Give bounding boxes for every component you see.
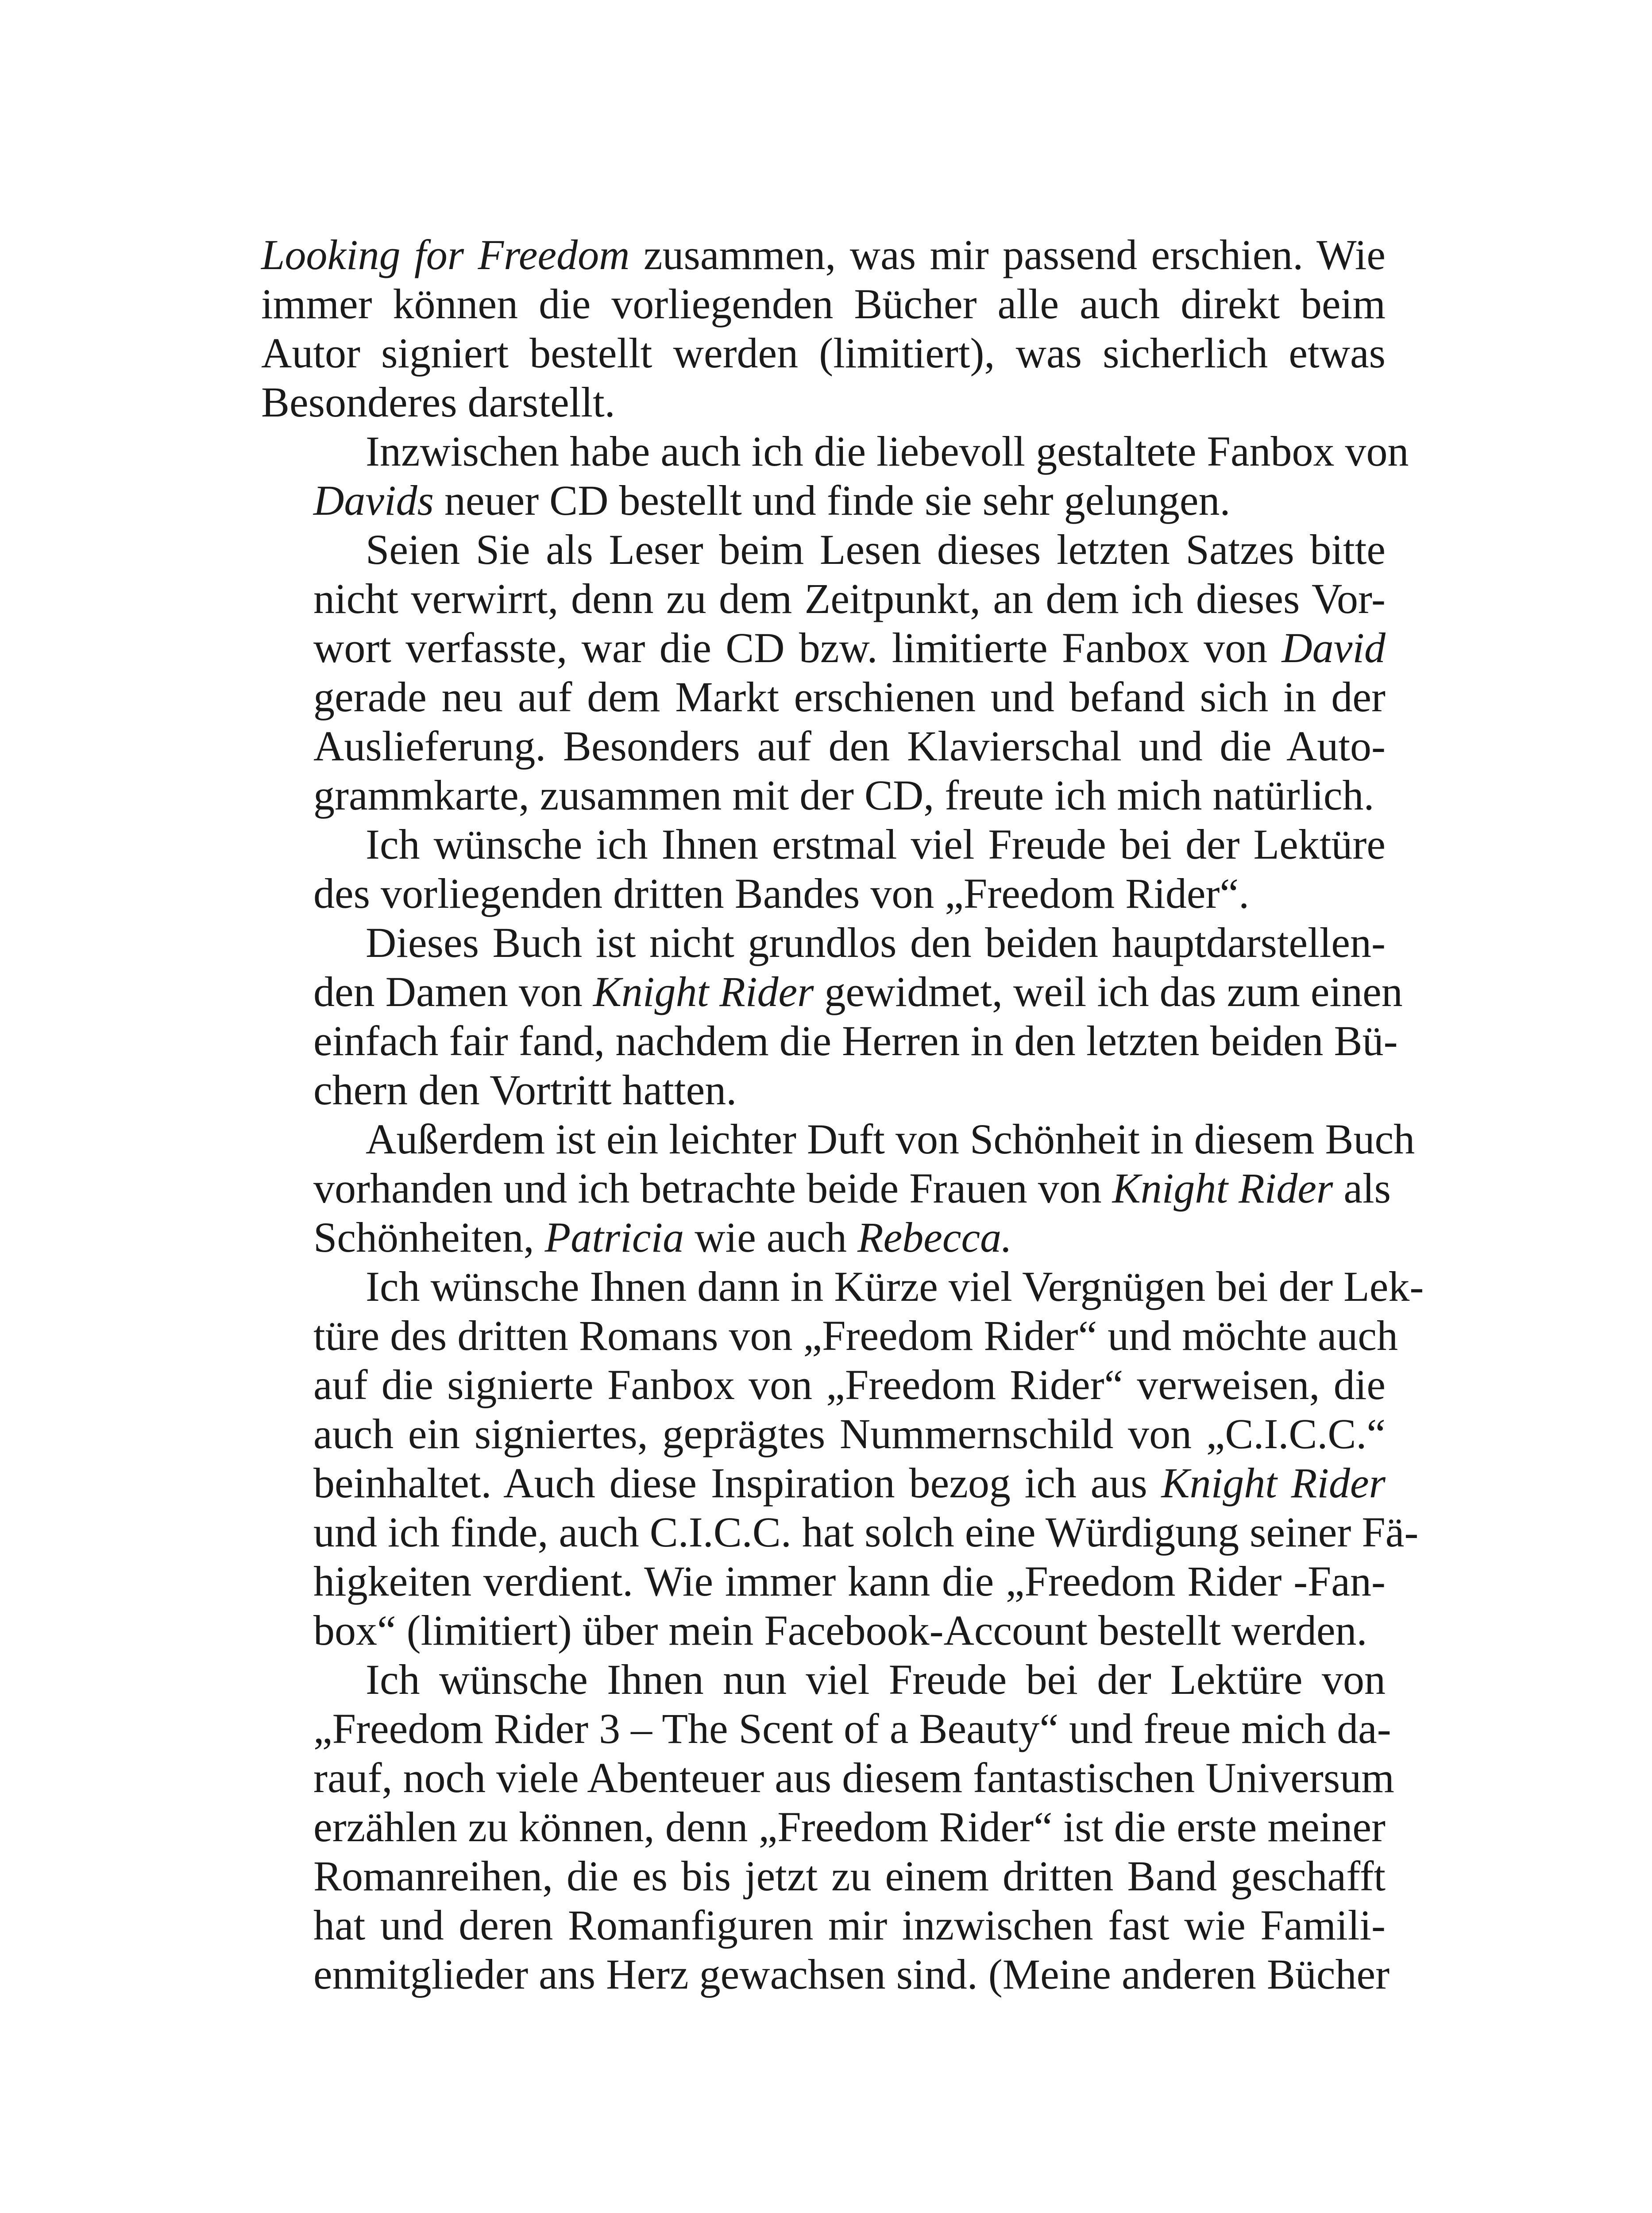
text-run: des vorliegenden dritten Bandes von „Freedom Rider“. bbox=[313, 870, 1250, 917]
paragraph bbox=[261, 820, 1386, 918]
text-line bbox=[261, 623, 1386, 672]
text-line bbox=[261, 1262, 1424, 1311]
text-run: Ich wünsche Ihnen nun viel Freude bei der Lektüre von bbox=[366, 1656, 1386, 1703]
italic-text: David bbox=[1281, 624, 1386, 671]
text-run: Inzwischen habe auch ich die liebevoll gestaltete Fanbox von bbox=[366, 428, 1409, 475]
text-run: Ich wünsche Ihnen dann in Kürze viel Vergnügen bei der Lek- bbox=[366, 1263, 1424, 1310]
text-run: Schönheiten, bbox=[313, 1214, 545, 1261]
paragraph bbox=[261, 1262, 1424, 1655]
text-run: Ich wünsche ich Ihnen erstmal viel Freude bei der Lektüre bbox=[366, 821, 1386, 868]
text-line bbox=[261, 476, 1386, 525]
text-run: und ich finde, auch C.I.C.C. hat solch eine Würdigung seiner Fä- bbox=[313, 1508, 1419, 1556]
text-line bbox=[261, 1360, 1386, 1409]
text-line bbox=[261, 1704, 1391, 1753]
text-run: Romanreihen, die es bis jetzt zu einem dritten Band geschafft bbox=[313, 1852, 1386, 1900]
text-run: zusammen, was mir passend erschien. Wie bbox=[629, 231, 1386, 278]
text-run: Besonderes darstellt. bbox=[261, 378, 615, 426]
text-line bbox=[261, 1213, 1386, 1262]
text-run: vorhanden und ich betrachte beide Frauen von bbox=[313, 1164, 1112, 1212]
text-line bbox=[261, 820, 1386, 869]
italic-text: Patricia bbox=[544, 1214, 684, 1261]
text-line bbox=[261, 1606, 1386, 1655]
text-run: einfach fair fand, nachdem die Herren in den letzten beiden Bü- bbox=[313, 1017, 1398, 1064]
text-run: higkeiten verdient. Wie immer kann die „Freedom Rider -Fan- bbox=[313, 1558, 1386, 1605]
paragraph bbox=[261, 427, 1409, 525]
text-line bbox=[261, 672, 1386, 721]
text-run: wie auch bbox=[684, 1214, 858, 1261]
text-run: nicht verwirrt, denn zu dem Zeitpunkt, an dem ich dieses Vor- bbox=[313, 575, 1386, 622]
text-run: chern den Vortritt hatten. bbox=[313, 1066, 737, 1114]
text-line bbox=[261, 1065, 1386, 1114]
italic-text: Davids bbox=[313, 477, 434, 524]
text-line bbox=[261, 525, 1386, 574]
text-run: gewidmet, weil ich das zum einen bbox=[814, 968, 1403, 1015]
text-line bbox=[261, 1409, 1386, 1458]
text-line bbox=[261, 967, 1403, 1016]
text-line bbox=[261, 1458, 1386, 1507]
text-run: wort verfasste, war die CD bzw. limitierte Fanbox von bbox=[313, 624, 1282, 671]
text-run: auch ein signiertes, geprägtes Nummernschild von „C.I.C.C.“ bbox=[313, 1410, 1386, 1457]
text-line bbox=[261, 869, 1386, 918]
text-run: erzählen zu können, denn „Freedom Rider“ ist die erste meiner bbox=[313, 1803, 1386, 1851]
italic-text: Looking for Freedom bbox=[261, 231, 630, 278]
paragraph bbox=[261, 918, 1403, 1114]
italic-text: Knight Rider bbox=[593, 968, 814, 1015]
text-run: den Damen von bbox=[313, 968, 593, 1015]
text-run: türe des dritten Romans von „Freedom Rider“ und möchte auch bbox=[313, 1312, 1398, 1359]
text-line bbox=[261, 918, 1386, 967]
paragraph bbox=[261, 1114, 1415, 1262]
text-line bbox=[261, 1114, 1415, 1164]
text-line bbox=[261, 1311, 1398, 1360]
text-run: „Freedom Rider 3 – The Scent of a Beauty“ und freue mich da- bbox=[313, 1705, 1391, 1752]
text-line bbox=[261, 1950, 1390, 1999]
text-line bbox=[261, 771, 1386, 820]
text-run: box“ (limitiert) über mein Facebook-Account bestellt werden. bbox=[313, 1607, 1367, 1654]
text-run: Außerdem ist ein leichter Duft von Schönheit in diesem Buch bbox=[366, 1115, 1415, 1163]
text-line bbox=[261, 279, 1386, 328]
text-run: Autor signiert bestellt werden (limitiert), was sicherlich etwas bbox=[261, 329, 1386, 377]
text-line bbox=[261, 230, 1386, 279]
text-run: hat und deren Romanfiguren mir inzwischen fast wie Famili- bbox=[313, 1901, 1386, 1949]
text-line bbox=[261, 1753, 1394, 1802]
paragraph bbox=[261, 1655, 1394, 1999]
paragraph bbox=[261, 525, 1386, 820]
text-line bbox=[261, 1016, 1398, 1065]
italic-text: Knight Rider bbox=[1112, 1164, 1333, 1212]
text-line bbox=[261, 574, 1386, 623]
text-run: Dieses Buch ist nicht grundlos den beiden hauptdarstellen- bbox=[366, 919, 1386, 966]
text-line bbox=[261, 1164, 1391, 1213]
text-line bbox=[261, 1655, 1386, 1704]
text-line bbox=[261, 721, 1386, 771]
text-run: rauf, noch viele Abenteuer aus diesem fantastischen Universum bbox=[313, 1754, 1394, 1801]
text-line bbox=[261, 1802, 1386, 1851]
text-line bbox=[261, 1901, 1386, 1950]
paragraph bbox=[261, 230, 1386, 427]
text-run: grammkarte, zusammen mit der CD, freute ich mich natürlich. bbox=[313, 771, 1374, 819]
body-text bbox=[261, 230, 1424, 1999]
text-run: Auslieferung. Besonders auf den Klavierschal und die Auto- bbox=[313, 722, 1386, 770]
text-run: als bbox=[1333, 1164, 1391, 1212]
text-run: neuer CD bestellt und finde sie sehr gelungen. bbox=[433, 477, 1231, 524]
text-line bbox=[261, 1557, 1386, 1606]
text-run: Seien Sie als Leser beim Lesen dieses letzten Satzes bitte bbox=[366, 526, 1386, 573]
text-line bbox=[261, 378, 1386, 427]
text-run: auf die signierte Fanbox von „Freedom Rider“ verweisen, die bbox=[313, 1361, 1386, 1408]
text-run: gerade neu auf dem Markt erschienen und befand sich in der bbox=[313, 673, 1386, 721]
text-line bbox=[261, 427, 1409, 476]
text-run: beinhaltet. Auch diese Inspiration bezog ich aus bbox=[313, 1459, 1162, 1507]
text-line bbox=[261, 328, 1386, 378]
italic-text: Knight Rider bbox=[1161, 1459, 1386, 1507]
text-line bbox=[261, 1507, 1419, 1557]
italic-text: Rebecca. bbox=[857, 1214, 1012, 1261]
text-run: enmitglieder ans Herz gewachsen sind. (Meine anderen Bücher bbox=[313, 1951, 1390, 1998]
text-run: immer können die vorliegenden Bücher alle auch direkt beim bbox=[261, 280, 1386, 328]
text-line bbox=[261, 1851, 1386, 1901]
